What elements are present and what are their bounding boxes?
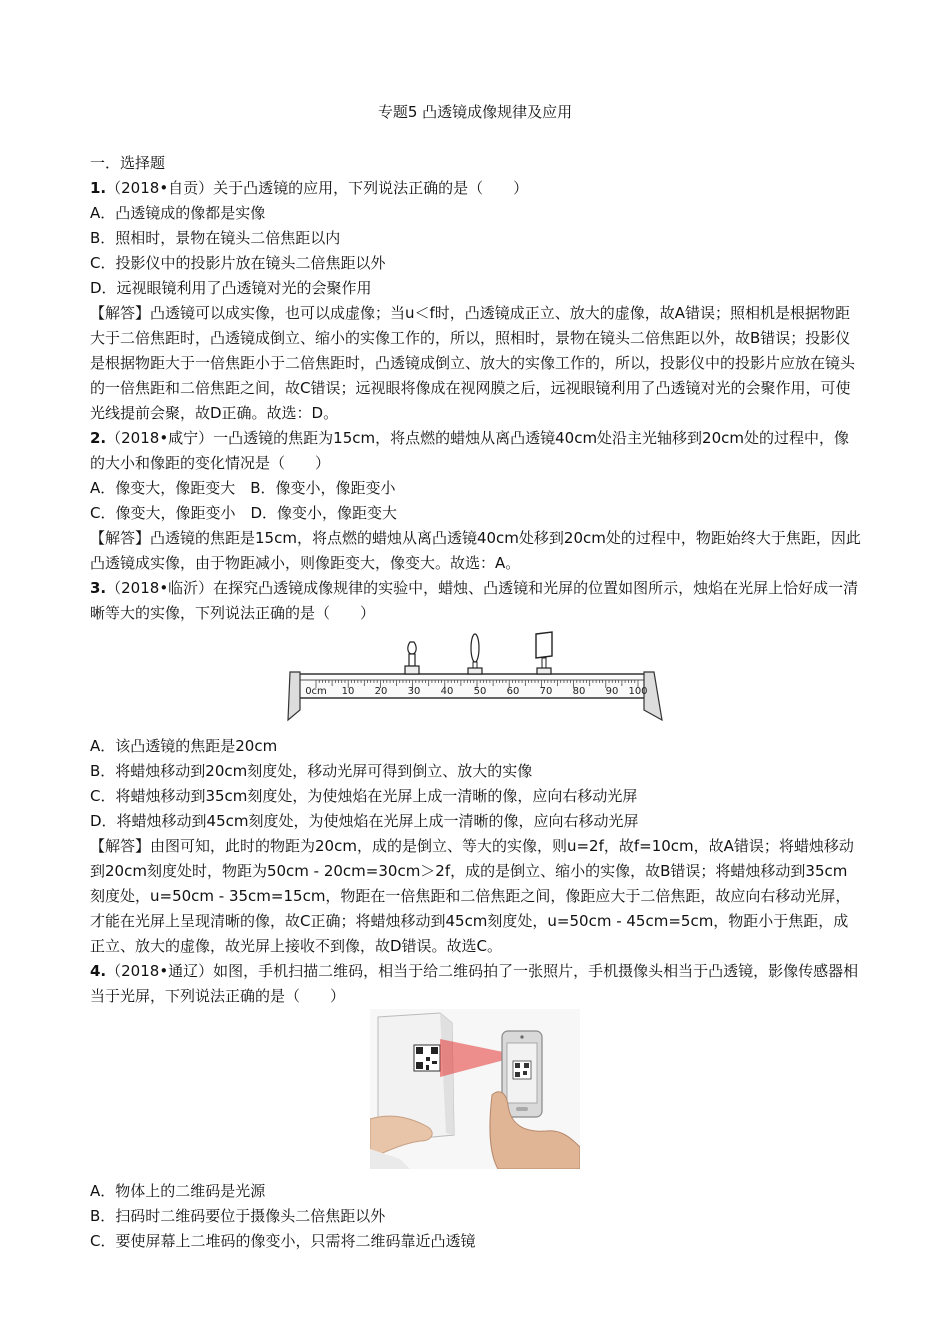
candle-holder	[405, 666, 419, 674]
question-3	[90, 576, 862, 626]
ruler-label: 20	[374, 686, 388, 697]
qr-block	[416, 1047, 423, 1054]
ruler-label: 50	[473, 686, 487, 697]
option-c: C．要使屏幕上二堆码的像变小，只需将二维码靠近凸透镜	[90, 1232, 476, 1250]
candle	[405, 642, 419, 674]
ruler-label: 30	[407, 686, 421, 697]
answer-explanation: 【解答】凸透镜的焦距是15cm，将点燃的蜡烛从离凸透镜40cm处移到20cm处的过程中，物距始终大于焦距，因此凸透镜成实像，由于物距减小，则像距变大，像变大。故选：A。	[90, 529, 861, 572]
qr-block	[416, 1062, 423, 1069]
qr-block	[431, 1047, 438, 1054]
option-d: D．将蜡烛移动到45cm刻度处，为使烛焰在光屏上成一清晰的像，应向右移动光屏	[90, 812, 639, 830]
option-row-ab: A．像变大，像距变大 B．像变小，像距变小	[90, 479, 396, 497]
option-a: A．凸透镜成的像都是实像	[90, 204, 266, 222]
question-stem: （2018•自贡）关于凸透镜的应用，下列说法正确的是（ ）	[106, 179, 529, 197]
screen-holder	[537, 668, 551, 674]
screen-qr-block	[524, 1063, 529, 1068]
option-c: C．将蜡烛移动到35cm刻度处，为使烛焰在光屏上成一清晰的像，应向右移动光屏	[90, 787, 638, 805]
phone-scanning-qr-figure	[370, 1009, 580, 1169]
option-c: C．投影仪中的投影片放在镜头二倍焦距以外	[90, 254, 386, 272]
screen-qr-block	[515, 1072, 520, 1077]
document-body	[90, 151, 862, 1254]
answer-explanation: 【解答】凸透镜可以成实像，也可以成虚像；当u＜f时，凸透镜成正立、放大的虚像，故A错误；照相机是根据物距大于二倍焦距时，凸透镜成倒立、缩小的实像工作的，所以，照相时，景物在镜头二倍焦距以外，故B错误；投影仪是根据物距大于一倍焦距小于二倍焦距时，凸透镜成倒立、放大的实像工作的，所以，投影仪中的投影片应放在镜头的一倍焦距和二倍焦距之间，故C错误；远视眼将像成在视网膜之后，远视眼镜利用了凸透镜对光的会聚作用，可使光线提前会聚，故D正确。故选：D。	[90, 304, 856, 422]
candle-body	[409, 654, 415, 666]
question-1	[90, 176, 862, 201]
ruler-label: 80	[572, 686, 586, 697]
answer-explanation: 【解答】由图可知，此时的物距为20cm，成的是倒立、等大的实像，则u=2f，故f=10cm，故A错误；将蜡烛移动到20cm刻度处时，物距为50cm - 20cm=30cm＞2f，成的是倒立、缩小的实像，故B错误；将蜡烛移动到35cm刻度处，u=50cm - 35cm=15cm，物距在一倍焦距和二倍焦距之间，像距应大于二倍焦距，故应向右移动光屏，才能在光屏上呈现清晰的像，故C正确；将蜡烛移动到45cm刻度处，u=50cm - 45cm=5cm，物距小于焦距，成正立、放大的虚像，故光屏上接收不到像，故D错误。故选C。	[90, 837, 854, 955]
question-number: 2.	[90, 429, 107, 447]
question-stem: （2018•通辽）如图，手机扫描二维码，相当于给二维码拍了一张照片，手机摄像头相当于凸透镜，影像传感器相当于光屏，下列说法正确的是（ ）	[90, 962, 859, 1005]
option-a: A．物体上的二维码是光源	[90, 1182, 266, 1200]
screen-qr-block	[523, 1071, 527, 1075]
section-heading: 一．选择题	[90, 154, 166, 172]
convex-lens	[468, 634, 482, 674]
phone-camera	[520, 1035, 523, 1038]
question-number: 3.	[90, 579, 107, 597]
question-2	[90, 426, 862, 476]
question-number: 4.	[90, 962, 107, 980]
lens-stem	[473, 662, 477, 668]
screen-stem	[542, 658, 546, 668]
option-d: D．远视眼镜利用了凸透镜对光的会聚作用	[90, 279, 372, 297]
question-number: 1.	[90, 179, 107, 197]
left-support	[288, 672, 300, 720]
lens-holder	[468, 668, 482, 674]
lens-body	[471, 634, 479, 662]
option-b: B．照相时，景物在镜头二倍焦距以内	[90, 229, 341, 247]
qr-block	[426, 1057, 430, 1061]
ruler-label: 10	[341, 686, 355, 697]
ruler-label: 70	[539, 686, 553, 697]
question-stem: （2018•临沂）在探究凸透镜成像规律的实验中，蜡烛、凸透镜和光屏的位置如图所示，烛焰在光屏上恰好成一清晰等大的实像，下列说法正确的是（ ）	[90, 579, 859, 622]
qr-code	[414, 1045, 440, 1071]
candle-flame	[408, 642, 416, 654]
option-b: B．将蜡烛移动到20cm刻度处，移动光屏可得到倒立、放大的实像	[90, 762, 533, 780]
ruler-label: 40	[440, 686, 454, 697]
question-stem: （2018•咸宁）一凸透镜的焦距为15cm，将点燃的蜡烛从离凸透镜40cm处沿主光轴移到20cm处的过程中，像的大小和像距的变化情况是（ ）	[90, 429, 850, 472]
ruler-label: 0cm	[305, 686, 327, 697]
qr-block	[426, 1065, 429, 1070]
ruler-label: 100	[628, 686, 648, 697]
option-row-cd: C．像变大，像距变小 D．像变小，像距变大	[90, 504, 398, 522]
screen-qr-block	[515, 1063, 520, 1068]
qr-block	[432, 1061, 437, 1064]
ruler-label: 60	[506, 686, 520, 697]
ruler-label: 90	[605, 686, 619, 697]
light-screen	[536, 632, 552, 674]
phone-home-button	[516, 1107, 528, 1111]
screen-panel	[536, 632, 552, 658]
option-a: A．该凸透镜的焦距是20cm	[90, 737, 278, 755]
optical-bench-figure	[286, 628, 666, 728]
option-b: B．扫码时二维码要位于摄像头二倍焦距以外	[90, 1207, 386, 1225]
page-title: 专题5 凸透镜成像规律及应用	[377, 103, 573, 121]
question-4	[90, 959, 862, 1009]
